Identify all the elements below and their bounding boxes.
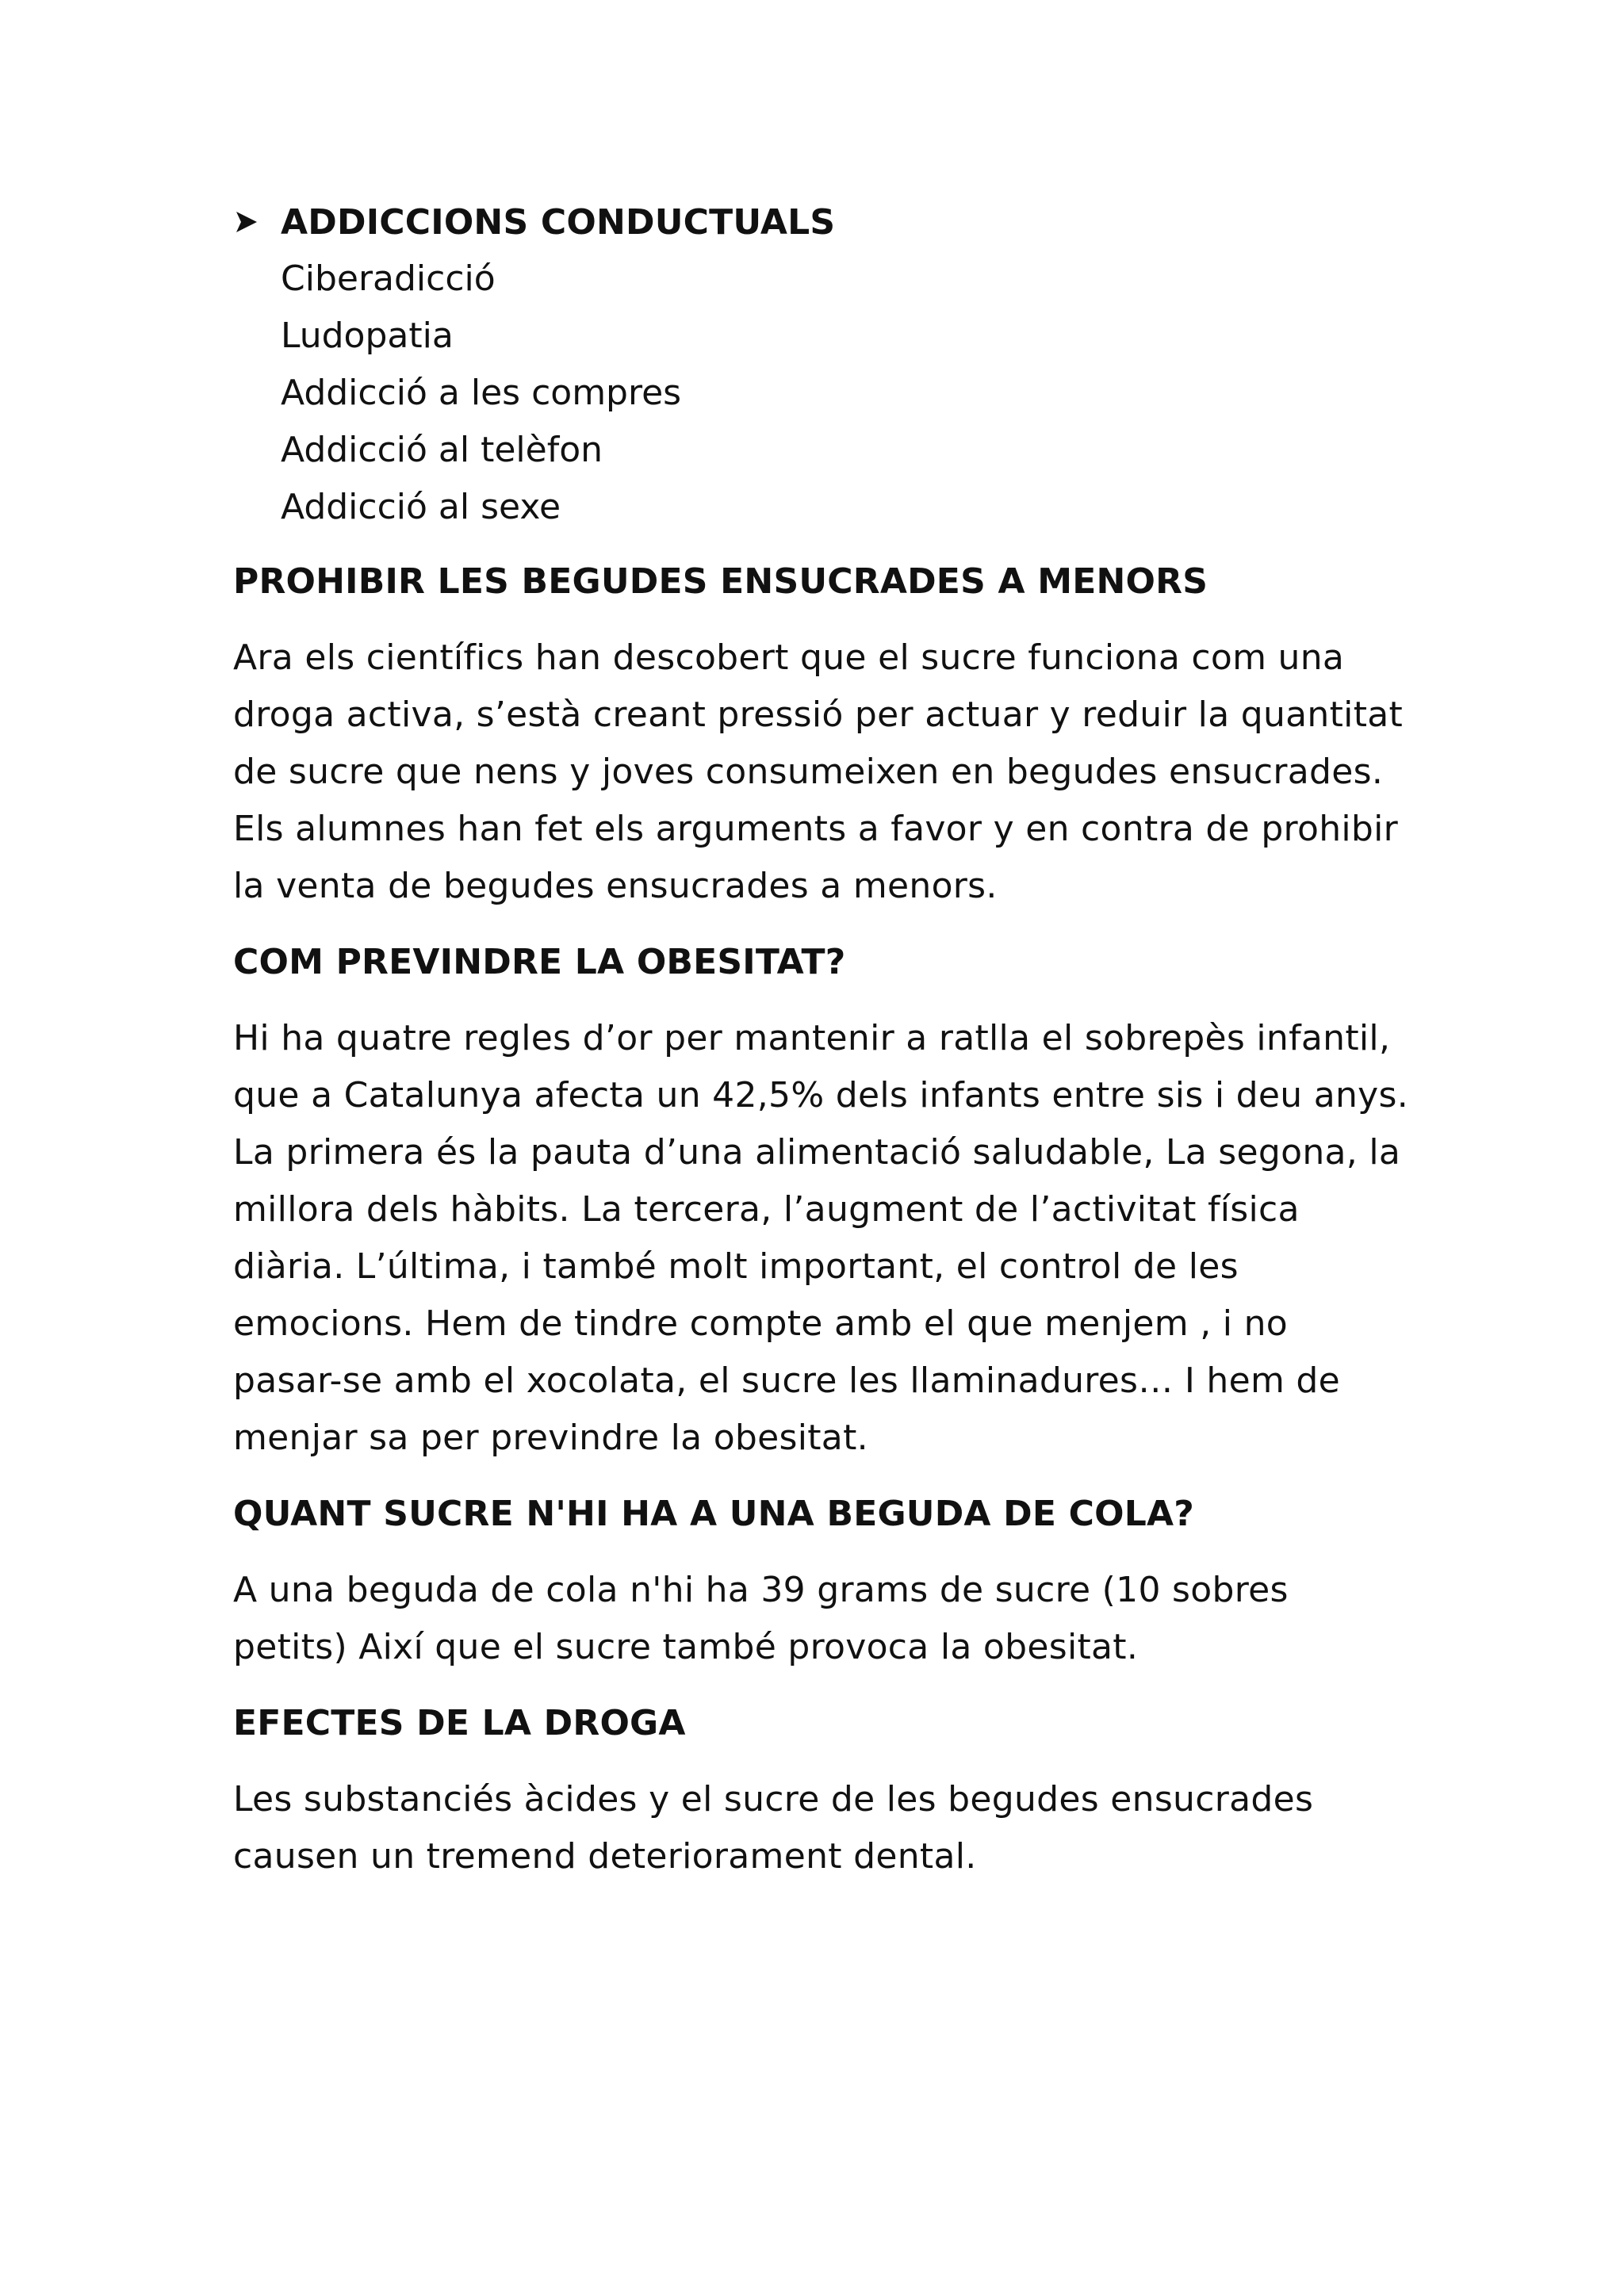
list-item: Ciberadicció — [281, 258, 496, 299]
section-paragraph — [233, 629, 1415, 915]
list-item: Addicció al sexe — [281, 487, 561, 527]
paragraph-line: emocions. Hem de tindre compte amb el que menjem , i no — [233, 1303, 1288, 1344]
list-item: Ludopatia — [281, 316, 454, 356]
section-efectes — [233, 1695, 1415, 1885]
paragraph-line: la venta de begudes ensucrades a menors. — [233, 866, 998, 906]
section-obesitat — [233, 934, 1415, 1467]
section-sucre-cola — [233, 1486, 1415, 1676]
paragraph-line: A una beguda de cola n'hi ha 39 grams de sucre (10 sobres — [233, 1570, 1289, 1610]
paragraph-line: pasar-se amb el xocolata, el sucre les llaminadures… I hem de — [233, 1360, 1341, 1401]
arrow-bullet-icon — [233, 206, 281, 238]
paragraph-line: Hi ha quatre regles d’or per mantenir a ratlla el sobrepès infantil, — [233, 1018, 1391, 1058]
section-heading: COM PREVINDRE LA OBESITAT? — [233, 942, 846, 982]
paragraph-line: causen un tremend deteriorament dental. — [233, 1836, 977, 1877]
paragraph-line: millora dels hàbits. La tercera, l’augment de l’activitat física — [233, 1189, 1300, 1230]
paragraph-line: de sucre que nens y joves consumeixen en begudes ensucrades. — [233, 752, 1384, 792]
paragraph-line: Els alumnes han fet els arguments a favor y en contra de prohibir — [233, 809, 1399, 849]
paragraph-line: droga activa, s’està creant pressió per actuar y reduir la quantitat — [233, 695, 1404, 735]
addiction-list — [281, 251, 1415, 536]
list-item: Addicció al telèfon — [281, 430, 603, 470]
section-prohibir — [233, 553, 1415, 915]
section-heading: PROHIBIR LES BEGUDES ENSUCRADES A MENORS — [233, 561, 1208, 602]
paragraph-line: La primera és la pauta d’una alimentació saludable, La segona, la — [233, 1132, 1401, 1173]
paragraph-line: Les substanciés àcides y el sucre de les begudes ensucrades — [233, 1779, 1314, 1820]
section-paragraph — [233, 1562, 1415, 1676]
bullet-heading-row — [281, 193, 1415, 251]
document-content — [233, 193, 1415, 1885]
list-item: Addicció a les compres — [281, 373, 682, 413]
paragraph-line: menjar sa per previndre la obesitat. — [233, 1418, 868, 1458]
bullet-title: ADDICCIONS CONDUCTUALS — [281, 201, 836, 243]
section-heading: QUANT SUCRE N'HI HA A UNA BEGUDA DE COLA? — [233, 1494, 1194, 1534]
section-paragraph — [233, 1010, 1415, 1467]
bullet-section — [281, 193, 1415, 536]
paragraph-line: Ara els científics han descobert que el sucre funciona com una — [233, 637, 1345, 678]
paragraph-line: diària. L’última, i també molt important, el control de les — [233, 1246, 1239, 1287]
paragraph-line: petits) Així que el sucre també provoca la obesitat. — [233, 1627, 1139, 1667]
section-paragraph — [233, 1771, 1415, 1885]
section-heading: EFECTES DE LA DROGA — [233, 1703, 686, 1743]
paragraph-line: que a Catalunya afecta un 42,5% dels infants entre sis i deu anys. — [233, 1075, 1409, 1115]
